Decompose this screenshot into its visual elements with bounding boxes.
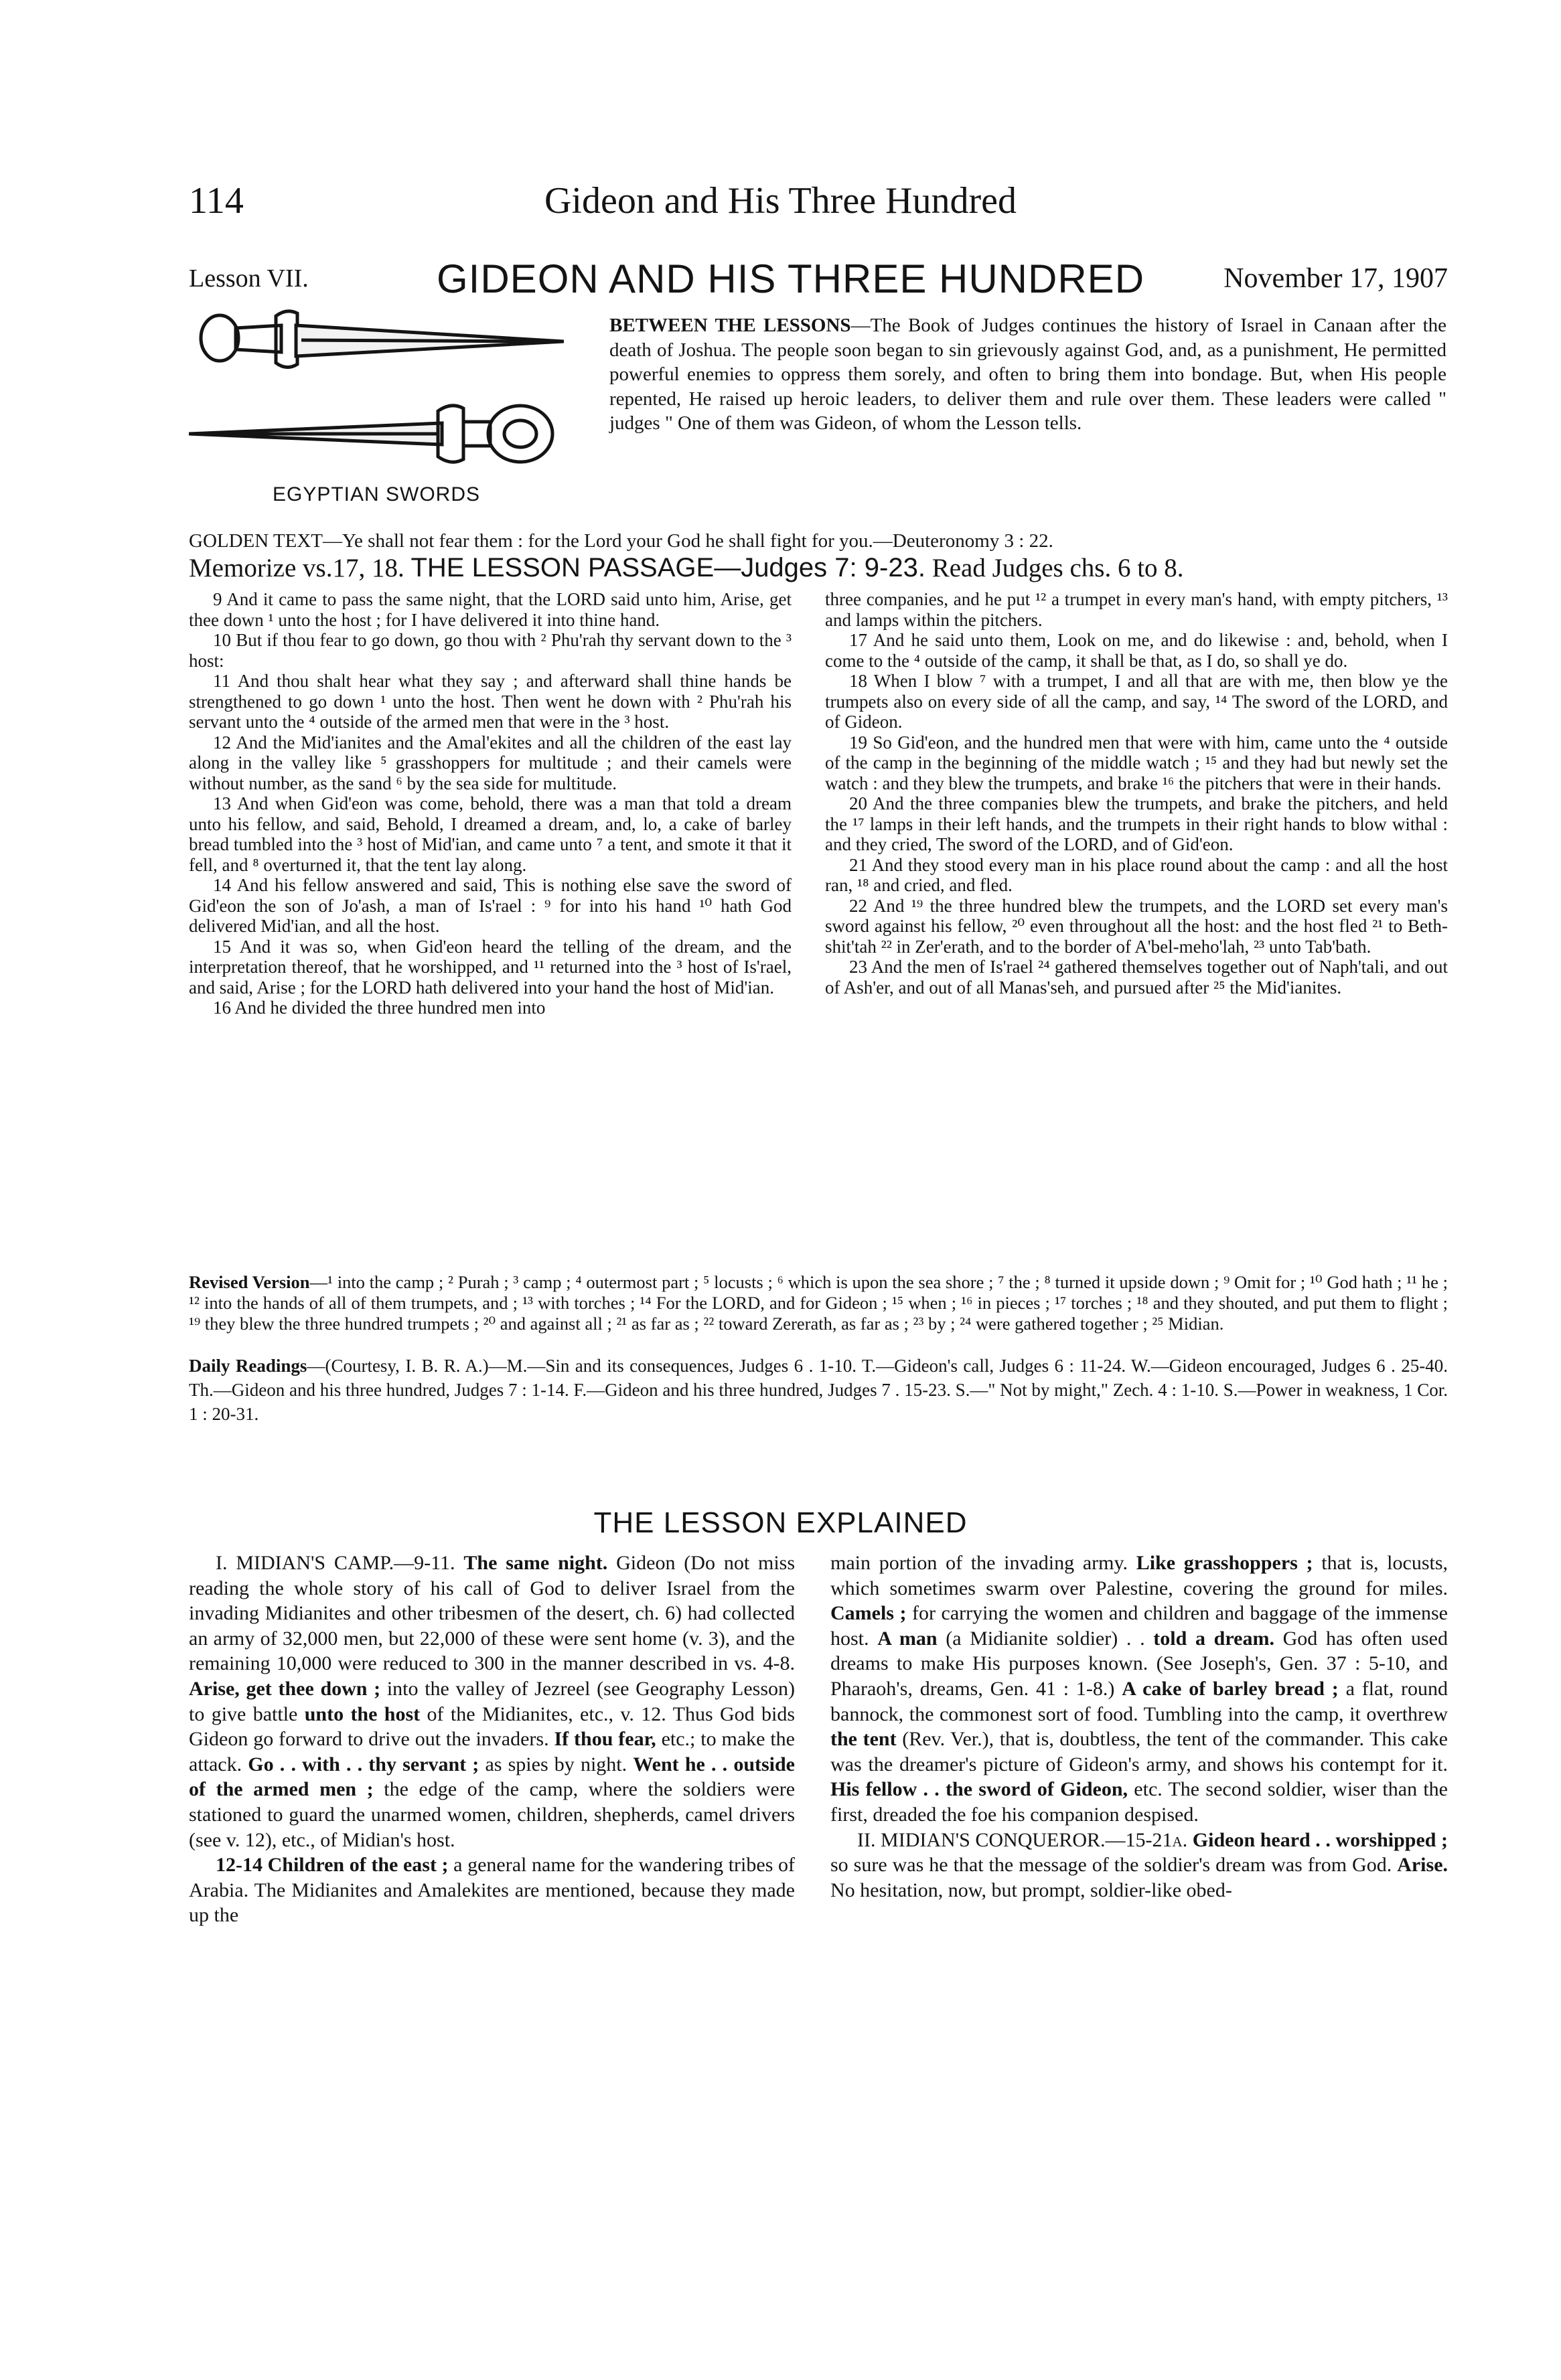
running-title: Gideon and His Three Hundred — [544, 180, 1017, 222]
verse: 12 And the Mid'ianites and the Amal'ekites and all the children of the east lay along in the valley like ⁵ grasshoppers for multitude ; and their camels were without number, as the sand ⁶ by the sea side for multitude. — [189, 732, 792, 793]
between-lessons-label: BETWEEN THE LESSONS — [609, 315, 851, 336]
egyptian-swords-icon — [189, 301, 564, 469]
explanation-paragraph: main portion of the invading army. Like grasshoppers ; that is, locusts, which sometimes swarm over Palestine, covering the ground for miles. Camels ; for carrying the women and children and baggage of the immense host. A man (a Midianite soldier) . . told a dream. God has often used dreams to make His purposes known. (See Joseph's, Gen. 37 : 5-10, and Pharaoh's, dreams, Gen. 41 : 1-8.) A cake of barley bread ; a flat, round bannock, the commonest sort of food. Tumbling into the camp, it overthrew the tent (Rev. Ver.), that is, doubtless, the tent of the commander. This cake was the dreamer's picture of Gideon's army, and shows his contempt for it. His fellow . . the sword of Gideon, etc. The second soldier, wiser than the first, dreaded the foe his companion despised. — [830, 1552, 1448, 1826]
verse-continuation: three companies, and he put ¹² a trumpet in every man's hand, with empty pitchers, ¹³ and lamps within the pitchers. — [825, 589, 1448, 630]
page-number: 114 — [189, 180, 244, 222]
lesson-number: Lesson VII. — [189, 264, 309, 293]
running-head — [0, 179, 1561, 233]
memorize-line — [189, 553, 1448, 590]
revised-version-label: Revised Version — [189, 1272, 310, 1292]
revised-version-notes — [189, 1272, 1448, 1334]
verse: 11 And thou shalt hear what they say ; and afterward shall thine hands be strengthened to go down ¹ unto the host. Then went he down with ² Phu'rah his servant unto the ⁴ outside of the armed men that were in the ³ host. — [189, 671, 792, 732]
golden-text-body: —Ye shall not fear them : for the Lord your God he shall fight for you.—Deuteronomy 3 : 22. — [323, 530, 1053, 552]
verse: 20 And the three companies blew the trumpets, and brake the pitchers, and held the ¹⁷ lamps in their left hands, and the trumpets in their right hands to blow withal : and they cried, The sword of the LORD, and of Gid'eon. — [825, 793, 1448, 854]
verse: 9 And it came to pass the same night, that the LORD said unto him, Arise, get thee down ¹ unto the host ; for I have delivered it into thine hand. — [189, 589, 792, 630]
daily-readings-text: —(Courtesy, I. B. R. A.)—M.—Sin and its consequences, Judges 6 . 1-10. T.—Gideon's call, Judges 6 : 11-24. W.—Gideon encouraged, Judges 6 . 25-40. Th.—Gideon and his three hundred, Judges 7 : 1-14. F.—Gideon and his three hundred, Judges 7 . 15-23. S.—" Not by might," Zech. 4 : 1-10. S.—Power in weakness, 1 Cor. 1 : 20-31. — [189, 1356, 1448, 1424]
verse: 10 But if thou fear to go down, go thou with ² Phu'rah thy servant down to the ³ host: — [189, 630, 792, 671]
golden-text-label: GOLDEN TEXT — [189, 530, 323, 552]
lesson-passage-right-column — [825, 589, 1448, 998]
lesson-title: GIDEON AND HIS THREE HUNDRED — [437, 256, 1145, 301]
verse: 21 And they stood every man in his place round about the camp : and all the host ran, ¹⁸ and cried, and fled. — [825, 854, 1448, 895]
verse: 23 And the men of Is'rael ²⁴ gathered themselves together out of Naph'tali, and out of Ash'er, and out of all Manas'seh, and pursued after ²⁵ the Mid'ianites. — [825, 957, 1448, 998]
verse: 13 And when Gid'eon was come, behold, there was a man that told a dream unto his fellow, and said, Behold, I dreamed a dream, and, lo, a cake of barley bread tumbled into the ³ host of Mid'ian, and came unto ⁷ a tent, and smote it that it fell, and ⁸ overturned it, that the tent lay along. — [189, 793, 792, 875]
explanation-paragraph: I. MIDIAN'S CAMP.—9-11. The same night. Gideon (Do not miss reading the whole story of his call of God to deliver Israel from the invading Midianites and other tribesmen of the desert, ch. 6) had collected an army of 32,000 men, but 22,000 of these were sent home (v. 3), and the remaining 10,000 were reduced to 300 in the manner described in vs. 4-8. Arise, get thee down ; into the valley of Jezreel (see Geography Lesson) to give battle unto the host of the Midianites, etc., v. 12. Thus God bids Gideon go forward to drive out the invaders. If thou fear, etc.; to make the attack. Go . . with . . thy servant ; as spies by night. Went he . . outside of the armed men ; the edge of the camp, where the soldiers were stationed to guard the unarmed women, children, shepherds, camel drivers (see v. 12), etc., of Midian's host. — [189, 1552, 796, 1851]
lesson-explained-heading: THE LESSON EXPLAINED — [593, 1506, 968, 1539]
illustration-caption: EGYPTIAN SWORDS — [272, 483, 481, 505]
verse: 17 And he said unto them, Look on me, and do likewise : and, behold, when I come to the ⁴ outside of the camp, it shall be that, as I do, so shall ye do. — [825, 630, 1448, 671]
verse: 19 So Gid'eon, and the hundred men that were with him, came unto the ⁴ outside of the camp in the beginning of the middle watch ; ¹⁵ and they had but newly set the watch : and they blew the trumpets, and brake ¹⁶ the pitchers that were in their hands. — [825, 732, 1448, 793]
lesson-passage: THE LESSON PASSAGE—Judges 7: 9-23. — [411, 553, 925, 582]
verse: 16 And he divided the three hundred men into — [213, 998, 546, 1018]
memorize-verses: Memorize vs.17, 18. — [189, 554, 404, 582]
section-heading: I. MIDIAN'S CAMP.—9-11. — [216, 1552, 455, 1574]
read-chapters: Read Judges chs. 6 to 8. — [932, 554, 1184, 582]
revised-version-text: —¹ into the camp ; ² Purah ; ³ camp ; ⁴ outermost part ; ⁵ locusts ; ⁶ which is upon the sea shore ; ⁷ the ; ⁸ turned it upside down ; ⁹ Omit for ; ¹⁰ God hath ; ¹¹ he ; ¹² into the hands of all of them trumpets, and ; ¹³ with torches ; ¹⁴ For the LORD, and for Gideon ; ¹⁵ when ; ¹⁶ in pieces ; ¹⁷ torches ; ¹⁸ and they shouted, and put them to flight ; ¹⁹ they blew the three hundred trumpets ; ²⁰ and against all ; ²¹ as far as ; ²² toward Zererath, as far as ; ²³ by ; ²⁴ were gathered together ; ²⁵ Midian. — [189, 1272, 1448, 1334]
lesson-date: November 17, 1907 — [1223, 263, 1448, 294]
section-heading: II. MIDIAN'S CONQUEROR.—15-21a. — [857, 1828, 1188, 1851]
daily-readings — [189, 1354, 1448, 1426]
verse: 22 And ¹⁹ the three hundred blew the trumpets, and the LORD set every man's sword against his fellow, ²⁰ even throughout all the host: and the host fled ²¹ to Beth-shit'tah ²² in Zer'erath, and to the border of A'bel-meho'lah, ²³ unto Tab'bath. — [825, 895, 1448, 957]
verse: 18 When I blow ⁷ with a trumpet, I and all that are with me, then blow ye the trumpets also on every side of all the camp, and say, ¹⁴ The sword of the LORD, and of Gideon. — [825, 671, 1448, 732]
verse: 15 And it was so, when Gid'eon heard the telling of the dream, and the interpretation thereof, that he worshipped, and ¹¹ returned into the ³ host of Is'rael, and said, Arise ; for the LORD hath delivered into your hand the host of Mid'ian. — [189, 936, 792, 998]
daily-readings-label: Daily Readings — [189, 1356, 307, 1376]
explanation-paragraph: 12-14 Children of the east ; a general name for the wandering tribes of Arabia. The Midianites and Amalekites are mentioned, because they made up the — [189, 1854, 795, 1927]
explanation-left-column — [189, 1551, 795, 1928]
verse: 14 And his fellow answered and said, This is nothing else save the sword of Gid'eon the son of Jo'ash, a man of Is'rael : ⁹ for into his hand ¹⁰ hath God delivered Mid'ian, and all the host. — [189, 875, 792, 936]
between-lessons-text: —The Book of Judges continues the history of Israel in Canaan after the death of Joshua. The people soon began to sin grievously against God, and, as a punishment, He permitted powerful enemies to oppress them sorely, and often to bring them into bondage. But, when His people repented, He raised up heroic leaders, to deliver them and rule over them. These leaders were called " judges " One of them was Gideon, of whom the Lesson tells. — [609, 315, 1446, 434]
golden-text — [189, 530, 1448, 552]
explanation-right-column — [830, 1551, 1448, 1903]
explanation-paragraph: II. MIDIAN'S CONQUEROR.—15-21a. Gideon heard . . worshipped ; so sure was he that the message of the soldier's dream was from God. Arise. No hesitation, now, but prompt, soldier-like obed- — [830, 1828, 1448, 1901]
between-lessons — [609, 313, 1446, 436]
lesson-passage-left-column — [189, 589, 792, 1018]
